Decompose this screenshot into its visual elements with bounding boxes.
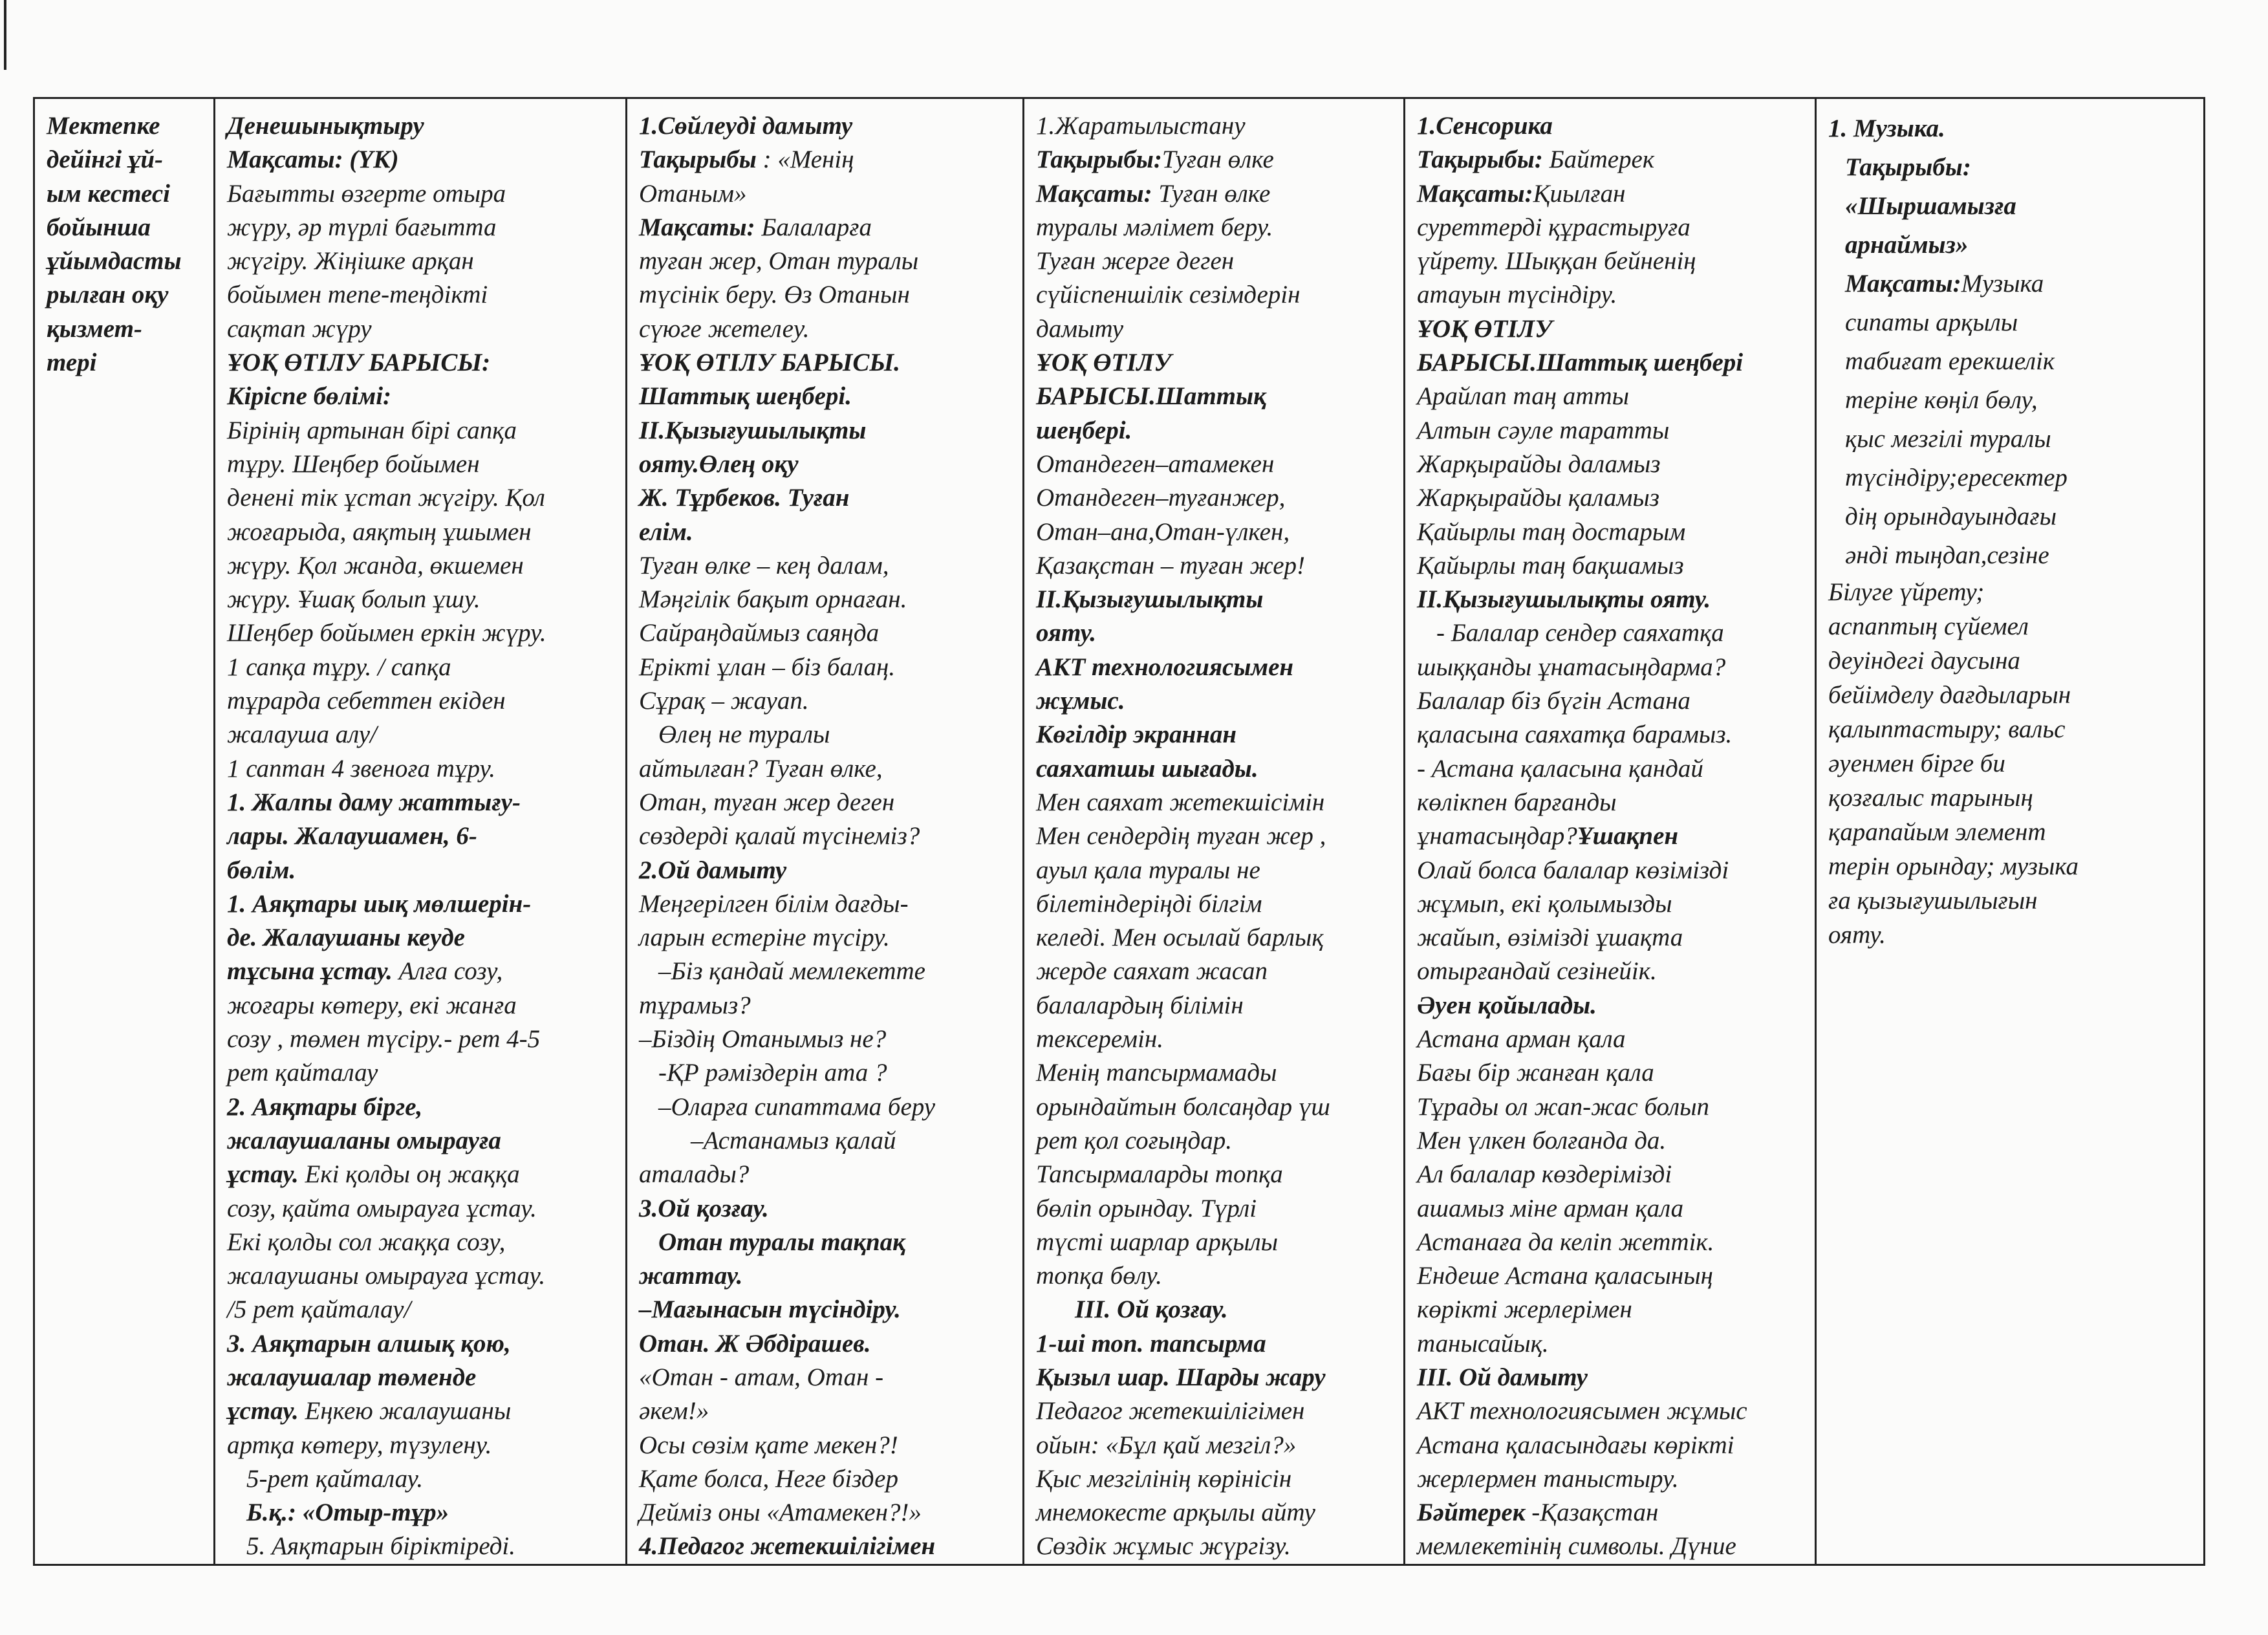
- column-music: [1816, 98, 2205, 1565]
- text-line: Ендеше Астана қаласының: [1417, 1262, 1714, 1290]
- text-line: 1 саптан 4 звеноға тұру.: [227, 754, 496, 783]
- text-line: бойымен тепе-теңдікті: [227, 281, 488, 309]
- text-line: аталады?: [639, 1160, 750, 1189]
- text-line: ҰОҚ ӨТІЛУ БАРЫСЫ.: [639, 349, 900, 377]
- text-line: Көгілдір экраннан: [1036, 720, 1237, 749]
- line-rest: ұнатасыңдар?: [1417, 822, 1577, 850]
- text-line: ҰОҚ ӨТІЛУ БАРЫСЫ:: [227, 349, 491, 377]
- line-rest: -Қазақстан: [1525, 1499, 1659, 1527]
- cell-text: [639, 109, 1012, 1564]
- text-line: Отандеген–туғанжер,: [1036, 484, 1286, 512]
- text-line: 1. Музыка.: [1828, 114, 1945, 142]
- text-line: көрікті жерлерімен: [1417, 1295, 1632, 1324]
- line-rest: Балаларға: [755, 213, 872, 241]
- text-line: отырғандай сезінейік.: [1417, 957, 1657, 986]
- text-line: Қазақстан – туған жер!: [1036, 551, 1306, 579]
- text-line: 5. Аяқтарын біріктіреді.: [246, 1532, 516, 1561]
- text-line: жерде саяхат жасап: [1036, 957, 1268, 986]
- text-line: –Біздің Отанымыз не?: [639, 1025, 887, 1054]
- text-line: ұйымдасты: [47, 247, 182, 276]
- text-line: жайып, өзімізді ұшақта: [1417, 924, 1683, 952]
- text-line: БАРЫСЫ.Шаттық: [1036, 382, 1266, 411]
- text-line: ояту.: [1036, 619, 1097, 647]
- text-line: жалауша алу/: [227, 720, 377, 749]
- text-line: туған жер, Отан туралы: [639, 247, 919, 276]
- text-line: созу , төмен түсіру.- рет 4-5: [227, 1025, 541, 1054]
- text-line: [1417, 819, 1804, 853]
- text-line: 1. Жалпы даму жаттығу-: [227, 788, 521, 816]
- text-line: 2.Ой дамыту: [639, 856, 787, 884]
- text-line: мемлекетінің символы. Дүние: [1417, 1532, 1736, 1561]
- text-line: суреттерді құрастыруға: [1417, 213, 1690, 241]
- bold-phrase: Ұшақпен: [1577, 822, 1679, 850]
- text-line: орындайтын болсаңдар үш: [1036, 1092, 1330, 1121]
- text-line: жалаушаланы омырауға: [227, 1126, 501, 1154]
- text-line: 1. Аяқтары иық мөлшерін-: [227, 889, 532, 918]
- text-line: [227, 1158, 615, 1191]
- line-rest: Туған өлке: [1152, 179, 1271, 208]
- text-line: Менің тапсырмамады: [1036, 1059, 1277, 1087]
- line-rest: Алға созу,: [392, 957, 503, 986]
- text-line: жалаушаны омырауға ұстау.: [227, 1262, 546, 1290]
- text-line: жоғарыда, аяқтың ұшымен: [227, 517, 532, 546]
- bold-phrase: тұсына ұстау.: [227, 957, 393, 986]
- text-line: [1036, 143, 1393, 177]
- text-line: [1417, 177, 1804, 211]
- text-line: Мәңгілік бақыт орнаған.: [639, 585, 907, 614]
- text-line: Олай болса балалар көзімізді: [1417, 856, 1729, 884]
- text-line: 5-рет қайталау.: [246, 1464, 424, 1493]
- text-line: –Астанамыз қалай: [691, 1126, 896, 1154]
- text-line: 3.Ой қозғау.: [639, 1194, 769, 1222]
- text-line: дің орындауындағы: [1845, 503, 2057, 530]
- text-line: рет қайталау: [227, 1059, 378, 1087]
- text-line: -ҚР рәміздерін ата ?: [658, 1059, 887, 1087]
- text-line: Білуге үйрету;: [1828, 578, 1985, 606]
- text-line: атауын түсіндіру.: [1417, 281, 1617, 309]
- text-line: жұмыс.: [1036, 687, 1125, 715]
- text-line: табиғат ерекшелік: [1845, 347, 2055, 375]
- text-line: келеді. Мен осылай барлық: [1036, 924, 1324, 952]
- text-line: Мен сендердің туған жер ,: [1036, 822, 1326, 850]
- text-line: тұрамыз?: [639, 991, 751, 1019]
- text-line: Меңгерілген білім дағды-: [639, 889, 909, 918]
- text-line: Ал балалар көздерімізді: [1417, 1160, 1672, 1189]
- text-line: рет қол соғыңдар.: [1036, 1126, 1233, 1154]
- text-line: Отан–ана,Отан-үлкен,: [1036, 517, 1290, 546]
- text-line: 1-ші топ. тапсырма: [1036, 1329, 1266, 1358]
- bold-phrase: Тақырыбы:: [1417, 146, 1543, 174]
- text-line: [227, 1394, 615, 1428]
- text-line: Отандеген–атамекен: [1036, 449, 1275, 478]
- text-line: ІІ.Қызығушылықты: [1036, 585, 1264, 614]
- text-line: –Біз қандай мемлекетте: [658, 957, 925, 986]
- text-line: әнді тыңдап,сезіне: [1845, 541, 2049, 569]
- text-line: тері: [47, 349, 97, 377]
- text-line: Ж. Тұрбеков. Туған: [639, 484, 850, 512]
- text-line: де. Жалаушаны кеуде: [227, 924, 465, 952]
- line-rest: Қиылған: [1533, 179, 1626, 208]
- line-rest: Музыка: [1961, 270, 2044, 298]
- bold-phrase: Тақырыбы:: [1036, 146, 1162, 174]
- column-physical-education: [215, 98, 627, 1565]
- text-line: түсіндіру;ересектер: [1845, 464, 2068, 492]
- text-line: Кіріспе бөлімі:: [227, 382, 392, 411]
- text-line: қозғалыс тарының: [1828, 784, 2033, 812]
- text-line: тексеремін.: [1036, 1025, 1163, 1054]
- cell-text: [1417, 109, 1804, 1564]
- text-line: Тақырыбы:: [1845, 153, 1971, 181]
- bold-phrase: Мақсаты:: [1417, 179, 1533, 208]
- text-line: Сұрақ – жауап.: [639, 687, 809, 715]
- text-line: - Балалар сендер саяхатқа: [1436, 619, 1724, 647]
- text-line: балалардың білімін: [1036, 991, 1244, 1019]
- text-line: жүгіру. Жіңішке арқан: [227, 247, 474, 276]
- text-line: Астана қаласындағы көрікті: [1417, 1431, 1734, 1459]
- scan-edge-mark: [4, 0, 6, 70]
- text-line: деуіндегі даусына: [1828, 647, 2020, 675]
- text-line: Мен үлкен болғанда да.: [1417, 1126, 1667, 1154]
- text-line: Бағы бір жанған қала: [1417, 1059, 1654, 1087]
- text-line: [1828, 265, 2193, 303]
- line-rest: Екі қолды оң жаққа: [298, 1160, 520, 1189]
- text-line: топқа бөлу.: [1036, 1262, 1162, 1290]
- text-line: артқа көтеру, түзулену.: [227, 1431, 492, 1459]
- text-line: ойын: «Бұл қай мезгіл?»: [1036, 1431, 1297, 1459]
- text-line: сақтап жүру: [227, 314, 372, 343]
- text-line: терін орындау; музыка: [1828, 852, 2079, 880]
- text-line: айтылған? Туған өлке,: [639, 754, 883, 783]
- text-line: білетіндеріңді білгім: [1036, 889, 1262, 918]
- text-line: сөздерді қалай түсінеміз?: [639, 822, 920, 850]
- text-line: жүру. Қол жанда, өкшемен: [227, 551, 524, 579]
- cell-text: [47, 109, 203, 380]
- column-activity-label: [34, 98, 215, 1565]
- text-line: [1417, 1496, 1804, 1530]
- text-line: Алтын сәуле таратты: [1417, 416, 1670, 444]
- text-line: бойынша: [47, 213, 151, 241]
- line-rest: Байтерек: [1542, 146, 1655, 174]
- text-line: [639, 143, 1012, 177]
- text-line: тұрарда себеттен екіден: [227, 687, 506, 715]
- text-line: ашамыз міне арман қала: [1417, 1194, 1684, 1222]
- text-line: ҰОҚ ӨТІЛУ: [1036, 349, 1172, 377]
- text-line: Екі қолды сол жаққа созу,: [227, 1228, 506, 1256]
- column-speech-development: [627, 98, 1024, 1565]
- text-line: 1.Сенсорика: [1417, 112, 1553, 140]
- text-line: қалыптастыру; вальс: [1828, 715, 2066, 743]
- text-line: Туған жерге деген: [1036, 247, 1235, 276]
- text-line: Отан. Ж Әбдірашев.: [639, 1329, 871, 1358]
- text-line: БАРЫСЫ.Шаттық шеңбері: [1417, 349, 1744, 377]
- text-line: Ерікті ұлан – біз балаң.: [639, 653, 896, 681]
- text-line: Осы сөзім қате мекен?!: [639, 1431, 898, 1459]
- text-line: денені тік ұстап жүгіру. Қол: [227, 484, 545, 512]
- text-line: 2. Аяқтары бірге,: [227, 1092, 423, 1121]
- text-line: дамыту: [1036, 314, 1124, 343]
- bold-phrase: Мақсаты:: [639, 213, 755, 241]
- text-line: жалаушалар төменде: [227, 1363, 477, 1391]
- text-line: Сөздік жұмыс жүргізу.: [1036, 1532, 1291, 1561]
- text-line: Отан туралы тақпақ: [658, 1228, 905, 1256]
- text-line: Астана арман қала: [1417, 1025, 1626, 1054]
- text-line: жүру. Ұшақ болып ұшу.: [227, 585, 481, 614]
- text-line: әкем!»: [639, 1397, 709, 1425]
- text-line: әуенмен бірге би: [1828, 750, 2005, 777]
- text-line: үйрету. Шыққан бейненің: [1417, 247, 1696, 276]
- bold-phrase: ұстау.: [227, 1160, 299, 1189]
- line-rest: Туған өлке: [1161, 146, 1274, 174]
- text-line: жұмып, екі қолымызды: [1417, 889, 1672, 918]
- text-line: - Астана қаласына қандай: [1417, 754, 1703, 783]
- text-line: Арайлап таң атты: [1417, 382, 1630, 411]
- text-line: бөлім.: [227, 856, 296, 884]
- text-line: сипаты арқылы: [1845, 309, 2018, 336]
- text-line: теріне көңіл бөлу,: [1845, 386, 2038, 414]
- lesson-plan-table: [33, 97, 2205, 1566]
- text-line: жаттау.: [639, 1262, 743, 1290]
- text-line: қарапайым элемент: [1828, 818, 2046, 846]
- text-line: АКТ технологиясымен: [1036, 653, 1294, 681]
- text-line: Мектепке: [47, 112, 160, 140]
- line-rest: : «Менің: [756, 146, 854, 174]
- text-line: елім.: [639, 517, 693, 546]
- text-line: –Оларға сипаттама беру: [658, 1092, 936, 1121]
- text-line: ға қызығушылығын: [1828, 887, 2038, 915]
- text-line: Қате болса, Неге біздер: [639, 1464, 898, 1493]
- text-line: ояту.Өлең оқу: [639, 449, 799, 478]
- text-line: 1.Сөйлеуді дамыту: [639, 112, 853, 140]
- text-line: Сайраңдаймыз саяңда: [639, 619, 880, 647]
- text-line: жүру, әр түрлі бағытта: [227, 213, 497, 241]
- text-line: [639, 211, 1012, 244]
- text-line: Қыс мезгілінің көрінісін: [1036, 1464, 1292, 1493]
- text-line: Жарқырайды қаламыз: [1417, 484, 1660, 512]
- text-line: ым кестесі: [47, 179, 171, 208]
- text-line: Жарқырайды даламыз: [1417, 449, 1661, 478]
- text-line: лары. Жалаушамен, 6-: [227, 822, 477, 850]
- text-line: Тапсырмаларды топқа: [1036, 1160, 1283, 1189]
- text-line: көлікпен барғанды: [1417, 788, 1617, 816]
- text-line: Қызыл шар. Шарды жару: [1036, 1363, 1326, 1391]
- text-line: Денешынықтыру: [227, 112, 424, 140]
- bold-phrase: ұстау.: [227, 1397, 299, 1425]
- text-line: Отан, туған жер деген: [639, 788, 895, 816]
- text-line: /5 рет қайталау/: [227, 1295, 411, 1324]
- text-line: жоғары көтеру, екі жанға: [227, 991, 517, 1019]
- text-line: 3. Аяқтарын алшық қою,: [227, 1329, 511, 1358]
- text-line: «Отан - атам, Отан -: [639, 1363, 884, 1391]
- text-line: түсінік беру. Өз Отанын: [639, 281, 910, 309]
- text-line: мнемокесте арқылы айту: [1036, 1499, 1315, 1527]
- text-line: Мақсаты: (ҮК): [227, 146, 399, 174]
- cell-text: [1036, 109, 1393, 1564]
- bold-phrase: Мақсаты:: [1036, 179, 1152, 208]
- column-natural-science: [1024, 98, 1405, 1565]
- text-line: ларын естеріне түсіру.: [639, 924, 890, 952]
- bold-phrase: Мақсаты:: [1845, 270, 1961, 298]
- line-rest: Еңкею жалаушаны: [298, 1397, 512, 1425]
- text-line: Отаным»: [639, 179, 747, 208]
- cell-text: [227, 109, 615, 1564]
- bold-phrase: Бәйтерек: [1417, 1499, 1526, 1527]
- text-line: рылған оқу: [47, 281, 169, 309]
- text-line: Қайырлы таң бақшамыз: [1417, 551, 1684, 579]
- text-line: Педагог жетекшілігімен: [1036, 1397, 1305, 1425]
- text-line: Тұрады ол жап-жас болып: [1417, 1092, 1709, 1121]
- text-line: Бағытты өзгерте отыра: [227, 179, 506, 208]
- text-line: Мен саяхат жетекшісімін: [1036, 788, 1325, 816]
- text-line: Балалар біз бүгін Астана: [1417, 687, 1690, 715]
- text-line: түсті шарлар арқылы: [1036, 1228, 1278, 1256]
- table-row: [34, 98, 2205, 1565]
- text-line: бөліп орындау. Түрлі: [1036, 1194, 1257, 1222]
- text-line: Өлең не туралы: [658, 720, 830, 749]
- text-line: АКТ технологиясымен жұмыс: [1417, 1397, 1747, 1425]
- text-line: Дейміз оны «Атамекен?!»: [639, 1499, 922, 1527]
- text-line: жерлермен таныстыру.: [1417, 1464, 1679, 1493]
- text-line: қыс мезгілі туралы: [1845, 425, 2051, 453]
- text-line: дейінгі ұй-: [47, 146, 163, 174]
- text-line: ауыл қала туралы не: [1036, 856, 1260, 884]
- text-line: [227, 955, 615, 988]
- text-line: арнаймыз»: [1845, 231, 1969, 259]
- text-line: [1417, 143, 1804, 177]
- text-line: танысайық.: [1417, 1329, 1549, 1358]
- text-line: шыққанды ұнатасыңдарма?: [1417, 653, 1726, 681]
- text-line: Бірінің артынан бірі сапқа: [227, 416, 517, 444]
- bold-phrase: Тақырыбы: [639, 146, 757, 174]
- text-line: сүюге жетелеу.: [639, 314, 810, 343]
- text-line: ояту.: [1828, 921, 1886, 949]
- text-line: Шаттық шеңбері.: [639, 382, 852, 411]
- text-line: қызмет-: [47, 314, 142, 343]
- text-line: Шеңбер бойымен еркін жүру.: [227, 619, 546, 647]
- text-line: Туған өлке – кең далам,: [639, 551, 889, 579]
- text-line: Астанаға да келіп жеттік.: [1417, 1228, 1714, 1256]
- text-line: шеңбері.: [1036, 416, 1132, 444]
- text-line: 1.Жаратылыстану: [1036, 112, 1246, 140]
- text-line: Б.қ.: «Отыр-тұр»: [246, 1499, 449, 1527]
- text-line: ІІ.Қызығушылықты ояту.: [1417, 585, 1711, 614]
- text-line: [1036, 177, 1393, 211]
- text-line: тұру. Шеңбер бойымен: [227, 449, 480, 478]
- text-line: –Мағынасын түсіндіру.: [639, 1295, 901, 1324]
- text-line: 4.Педагог жетекшілігімен: [639, 1532, 936, 1561]
- text-line: ҰОҚ ӨТІЛУ: [1417, 314, 1553, 343]
- text-line: қаласына саяхатқа барамыз.: [1417, 720, 1733, 749]
- text-line: Әуен қойылады.: [1417, 991, 1597, 1019]
- column-sensorics: [1405, 98, 1816, 1565]
- text-line: туралы мәлімет беру.: [1036, 213, 1273, 241]
- text-line: ІІІ. Ой қозғау.: [1075, 1295, 1228, 1324]
- text-line: Қайырлы таң достарым: [1417, 517, 1686, 546]
- text-line: ІІ.Қызығушылықты: [639, 416, 867, 444]
- text-line: созу, қайта омырауға ұстау.: [227, 1194, 537, 1222]
- text-line: 1 сапқа тұру. / сапқа: [227, 653, 451, 681]
- text-line: саяхатшы шығады.: [1036, 754, 1258, 783]
- text-line: сүйіспеншілік сезімдерін: [1036, 281, 1301, 309]
- text-line: ІІІ. Ой дамыту: [1417, 1363, 1588, 1391]
- cell-text: [1828, 109, 2193, 952]
- text-line: аспаптың сүйемел: [1828, 612, 2029, 640]
- text-line: бейімделу дағдыларын: [1828, 681, 2071, 709]
- text-line: «Шыршамызға: [1845, 192, 2016, 220]
